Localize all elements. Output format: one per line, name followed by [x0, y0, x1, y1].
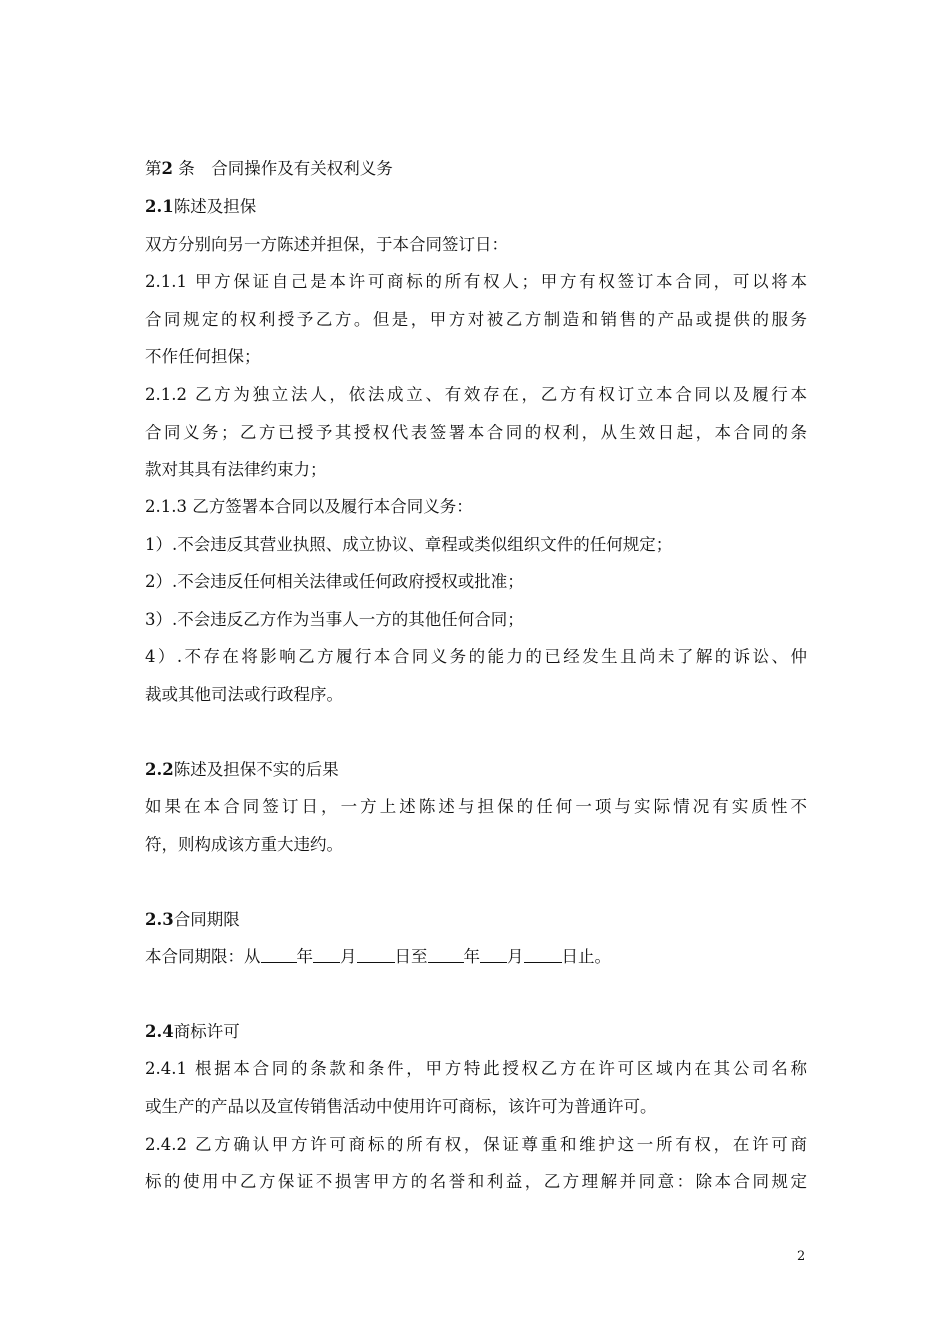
list-item: 2）.不会违反任何相关法律或任何政府授权或批准； — [145, 572, 524, 591]
list-item: 1）.不会违反其营业执照、成立协议、章程或类似组织文件的任何规定； — [145, 535, 673, 554]
section-title: 合同期限 — [173, 910, 240, 929]
fill-blank-end-month[interactable] — [480, 946, 507, 963]
section-number: 2.2 — [145, 760, 174, 779]
section-2-2-body-line: 符，则构成该方重大违约。 — [145, 835, 343, 854]
clause-2-4-1-line: 2.4.1 根据本合同的条款和条件，甲方特此授权乙方在许可区域内在其公司名称 — [145, 1059, 807, 1078]
clause-2-1-2-line: 款对其具有法律约束力； — [145, 460, 327, 479]
section-2-3-heading — [145, 909, 807, 931]
list-item: 4）.不存在将影响乙方履行本合同义务的能力的已经发生且尚未了解的诉讼、仲 — [145, 647, 807, 666]
fill-blank-start-month[interactable] — [313, 946, 340, 963]
section-2-4-heading — [145, 1021, 807, 1043]
section-number: 2.3 — [145, 910, 174, 929]
clause-2-1-1-line: 2.1.1 甲方保证自己是本许可商标的所有权人；甲方有权签订本合同，可以将本 — [145, 272, 807, 291]
section-2-2-body-line: 如果在本合同签订日，一方上述陈述与担保的任何一项与实际情况有实质性不 — [145, 797, 807, 816]
clause-2-4-2-line: 2.4.2 乙方确认甲方许可商标的所有权，保证尊重和维护这一所有权，在许可商 — [145, 1135, 807, 1154]
list-item: 裁或其他司法或行政程序。 — [145, 685, 343, 704]
page-number: 2 — [797, 1249, 806, 1264]
term-text: 月 — [507, 947, 524, 966]
section-number: 2.4 — [145, 1022, 174, 1041]
clause-2-1-2-line: 2.1.2 乙方为独立法人，依法成立、有效存在，乙方有权订立本合同以及履行本 — [145, 385, 807, 404]
term-text: 本合同期限：从 — [145, 947, 261, 966]
title-prefix: 第 — [145, 159, 162, 178]
term-text: 月 — [340, 947, 357, 966]
section-2-1-heading — [145, 196, 807, 218]
fill-blank-end-day[interactable] — [524, 946, 562, 963]
clause-2-1-2-line: 合同义务；乙方已授予其授权代表签署本合同的权利，从生效日起，本合同的条 — [145, 423, 807, 442]
section-number: 2.1 — [145, 197, 174, 216]
section-2-1-intro: 双方分别向另一方陈述并担保，于本合同签订日： — [145, 235, 508, 254]
clause-2-4-2-line: 标的使用中乙方保证不损害甲方的名誉和利益，乙方理解并同意：除本合同规定 — [145, 1172, 807, 1191]
list-item: 3）.不会违反乙方作为当事人一方的其他任何合同； — [145, 610, 524, 629]
clause-2-4-1-line: 或生产的产品以及宣传销售活动中使用许可商标，该许可为普通许可。 — [145, 1097, 657, 1116]
title-number: 2 — [161, 159, 173, 178]
fill-blank-end-year[interactable] — [428, 946, 464, 963]
term-text: 年 — [463, 947, 480, 966]
section-2-2-heading — [145, 759, 807, 781]
title-text: 条 合同操作及有关权利义务 — [178, 159, 393, 178]
contract-term-line — [145, 946, 807, 968]
section-title: 商标许可 — [173, 1022, 240, 1041]
term-text: 日至 — [394, 947, 428, 966]
fill-blank-start-day[interactable] — [357, 946, 395, 963]
section-title: 陈述及担保不实的后果 — [173, 760, 339, 779]
term-text: 日止。 — [561, 947, 611, 966]
section-title: 陈述及担保 — [173, 197, 257, 216]
clause-2-1-3: 2.1.3 乙方签署本合同以及履行本合同义务： — [145, 497, 473, 516]
article-2-title — [145, 158, 807, 180]
clause-2-1-1-line: 合同规定的权利授予乙方。但是，甲方对被乙方制造和销售的产品或提供的服务 — [145, 310, 807, 329]
term-text: 年 — [296, 947, 313, 966]
clause-2-1-1-line: 不作任何担保； — [145, 347, 261, 366]
fill-blank-start-year[interactable] — [261, 946, 297, 963]
